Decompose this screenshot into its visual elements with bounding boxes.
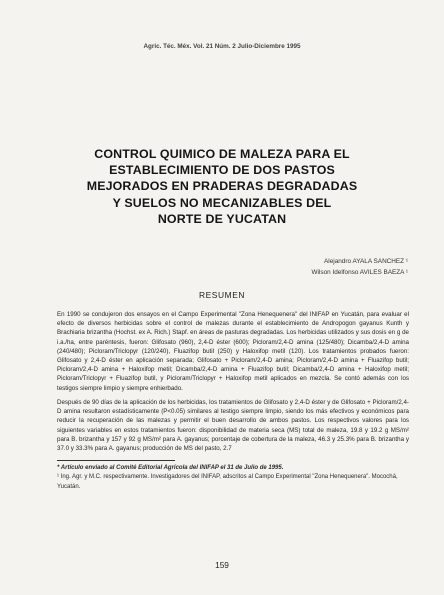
author-name: Wilson Idelfonso AVILES BAEZA ¹ [311, 269, 408, 276]
article-title [40, 146, 404, 227]
footnote-divider [57, 460, 175, 461]
footnote-received: * Artículo enviado al Comité Editorial Agrícola del INIFAP el 31 de Julio de 1995. [57, 465, 284, 471]
running-head: Agric. Téc. Méx. Vol. 21 Núm. 2 Julio-Diciembre 1995 [143, 43, 301, 50]
abstract-paragraph: En 1990 se condujeron dos ensayos en el Campo Experimental "Zona Henequenera" del INIFAP en Yucatán, para evaluar el efecto de diversos herbicidas sobre el control de malezas durante el establecimiento de Andropogon gayanus Kunth y Brachiaria brizantha (Hochst. ex A. Rich.) Stapf. en áreas de pasturas degradadas. Los herbicidas utilizados y sus dosis en g de i.a./ha, entre paréntesis, fueron: Glifosato (960), 2,4-D éster (600); Picloram/2,4-D amina (125/480); Dicamba/2,4-D amina (240/480); Picloram/Triclopyr (120/240), Fluazifop butil (250) y Haloxifop metil (120). Los tratamientos probados fueron: Glifosato y 2,4-D éster en aplicación separada; Glifosato + Picloram/2,4-D amina; Picloram/2,4-D amina + Fluazifop butil; Picloram/2,4-D amina + Haloxifop metil; Dicamba/2,4-D amina + Fluazifop butil; Dicamba/2,4-D amina + Haloxifop metil; Picloram/Triclopyr + Fluazifop butil, y Picloram/Triclopyr + Haloxifop metil aplicados en mezcla. Se contó además con los testigos siempre limpio y siempre enhierbado. [57, 311, 409, 392]
footnotes [57, 464, 409, 492]
author-name: Alejandro AYALA SANCHEZ ¹ [324, 258, 408, 265]
author-list [168, 256, 408, 278]
abstract-paragraph: Después de 90 días de la aplicación de los herbicidas, los tratamientos de Glifosato y 2,4-D éster y de Glifosato + Picloram/2,4-D amina resultaron estadísticamente (P<0.05) similares al testigo siempre limpio, siendo los más efectivos y económicos para reducir la recuperación de las malezas y permitir el buen desarrollo de ambos pastos. Los respectivos valores para los siguientes variables en estos tratamientos fueron: disponibilidad de materia seca (MS) total de maleza, 19.8 y 19.2 g MS/m² para B. brizantha y 157 y 92 g MS/m² para A. gayanus; porcentaje de cobertura de la maleza, 46.3 y 25.3% para B. brizantha y 37.0 y 33.3% para A. gayanus; producción de MS del pasto, 2.7 [57, 399, 409, 453]
section-heading: RESUMEN [198, 290, 246, 300]
footnote-affiliation: ¹ Ing. Agr. y M.C. respectivamente. Investigadores del INIFAP, adscritos al Campo Experimental "Zona Henequenera". Mocochá, Yucatán. [57, 474, 398, 490]
title-line: CONTROL QUIMICO DE MALEZA PARA EL [94, 147, 350, 161]
title-line: ESTABLECIMIENTO DE DOS PASTOS [109, 163, 335, 178]
page-number: 159 [215, 560, 229, 570]
title-line: MEJORADOS EN PRADERAS DEGRADADAS [86, 179, 358, 194]
title-line: NORTE DE YUCATAN [157, 211, 287, 226]
title-line: Y SUELOS NO MECANIZABLES DEL [112, 195, 332, 210]
